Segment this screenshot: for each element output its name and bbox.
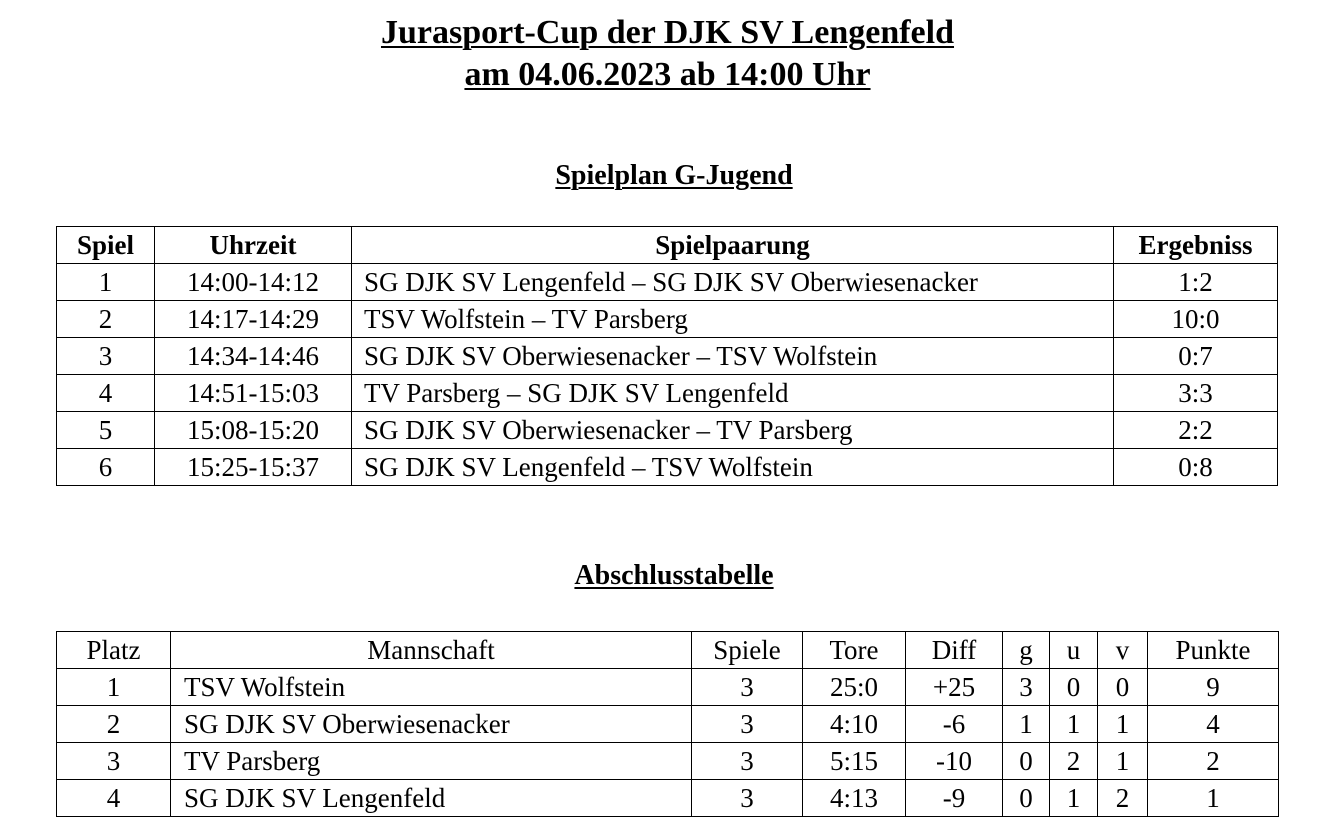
cell-spiel: 2 xyxy=(57,301,155,338)
column-header-spiele: Spiele xyxy=(692,632,803,669)
cell-spielpaarung: SG DJK SV Oberwiesenacker – TSV Wolfstein xyxy=(352,338,1114,375)
document-subtitle-date: am 04.06.2023 ab 14:00 Uhr xyxy=(464,56,871,93)
cell-diff: -9 xyxy=(906,780,1003,817)
cell-platz: 4 xyxy=(57,780,171,817)
cell-spiel: 3 xyxy=(57,338,155,375)
standings-heading: Abschlusstabelle xyxy=(574,560,774,591)
cell-spiel: 1 xyxy=(57,264,155,301)
table-row xyxy=(57,706,1279,743)
cell-mannschaft: SG DJK SV Oberwiesenacker xyxy=(171,706,692,743)
cell-diff: +25 xyxy=(906,669,1003,706)
cell-uhrzeit: 14:00-14:12 xyxy=(155,264,352,301)
cell-tore: 5:15 xyxy=(803,743,906,780)
cell-v: 1 xyxy=(1098,706,1148,743)
table-row xyxy=(57,780,1279,817)
table-row xyxy=(57,301,1278,338)
column-header-g: g xyxy=(1003,632,1050,669)
cell-v: 1 xyxy=(1098,743,1148,780)
table-row xyxy=(57,338,1278,375)
cell-spiel: 4 xyxy=(57,375,155,412)
column-header-platz: Platz xyxy=(57,632,171,669)
column-header-uhrzeit: Uhrzeit xyxy=(155,227,352,264)
column-header-punkte: Punkte xyxy=(1148,632,1279,669)
column-header-tore: Tore xyxy=(803,632,906,669)
table-row xyxy=(57,743,1279,780)
schedule-heading: Spielplan G-Jugend xyxy=(555,160,793,191)
cell-mannschaft: SG DJK SV Lengenfeld xyxy=(171,780,692,817)
cell-ergebnis: 3:3 xyxy=(1114,375,1278,412)
cell-platz: 2 xyxy=(57,706,171,743)
cell-tore: 4:13 xyxy=(803,780,906,817)
cell-g: 3 xyxy=(1003,669,1050,706)
standings-table xyxy=(56,631,1279,817)
cell-diff: -6 xyxy=(906,706,1003,743)
cell-spiel: 6 xyxy=(57,449,155,486)
cell-v: 2 xyxy=(1098,780,1148,817)
cell-spielpaarung: TV Parsberg – SG DJK SV Lengenfeld xyxy=(352,375,1114,412)
cell-ergebnis: 10:0 xyxy=(1114,301,1278,338)
cell-uhrzeit: 14:34-14:46 xyxy=(155,338,352,375)
cell-punkte: 4 xyxy=(1148,706,1279,743)
cell-spielpaarung: SG DJK SV Lengenfeld – SG DJK SV Oberwiesenacker xyxy=(352,264,1114,301)
schedule-table xyxy=(56,226,1278,486)
table-row xyxy=(57,449,1278,486)
cell-spiel: 5 xyxy=(57,412,155,449)
cell-ergebnis: 1:2 xyxy=(1114,264,1278,301)
cell-u: 0 xyxy=(1050,669,1098,706)
cell-ergebnis: 0:7 xyxy=(1114,338,1278,375)
cell-spiele: 3 xyxy=(692,780,803,817)
standings-header-row xyxy=(57,632,1279,669)
cell-mannschaft: TSV Wolfstein xyxy=(171,669,692,706)
cell-uhrzeit: 15:08-15:20 xyxy=(155,412,352,449)
table-row xyxy=(57,264,1278,301)
cell-g: 1 xyxy=(1003,706,1050,743)
column-header-spiel: Spiel xyxy=(57,227,155,264)
cell-g: 0 xyxy=(1003,743,1050,780)
cell-spielpaarung: TSV Wolfstein – TV Parsberg xyxy=(352,301,1114,338)
cell-ergebnis: 0:8 xyxy=(1114,449,1278,486)
cell-spielpaarung: SG DJK SV Lengenfeld – TSV Wolfstein xyxy=(352,449,1114,486)
table-row xyxy=(57,669,1279,706)
cell-punkte: 1 xyxy=(1148,780,1279,817)
column-header-spielpaarung: Spielpaarung xyxy=(352,227,1114,264)
cell-punkte: 9 xyxy=(1148,669,1279,706)
cell-platz: 3 xyxy=(57,743,171,780)
cell-diff: -10 xyxy=(906,743,1003,780)
document-title: Jurasport-Cup der DJK SV Lengenfeld xyxy=(380,14,955,51)
cell-tore: 4:10 xyxy=(803,706,906,743)
cell-uhrzeit: 14:17-14:29 xyxy=(155,301,352,338)
cell-punkte: 2 xyxy=(1148,743,1279,780)
column-header-diff: Diff xyxy=(906,632,1003,669)
cell-ergebnis: 2:2 xyxy=(1114,412,1278,449)
table-row xyxy=(57,375,1278,412)
schedule-header-row xyxy=(57,227,1278,264)
column-header-mannschaft: Mannschaft xyxy=(171,632,692,669)
cell-u: 1 xyxy=(1050,706,1098,743)
column-header-ergebnis: Ergebniss xyxy=(1114,227,1278,264)
cell-mannschaft: TV Parsberg xyxy=(171,743,692,780)
cell-spiele: 3 xyxy=(692,669,803,706)
cell-spiele: 3 xyxy=(692,706,803,743)
column-header-u: u xyxy=(1050,632,1098,669)
cell-spielpaarung: SG DJK SV Oberwiesenacker – TV Parsberg xyxy=(352,412,1114,449)
cell-u: 2 xyxy=(1050,743,1098,780)
column-header-v: v xyxy=(1098,632,1148,669)
table-row xyxy=(57,412,1278,449)
cell-v: 0 xyxy=(1098,669,1148,706)
cell-platz: 1 xyxy=(57,669,171,706)
cell-spiele: 3 xyxy=(692,743,803,780)
cell-u: 1 xyxy=(1050,780,1098,817)
cell-tore: 25:0 xyxy=(803,669,906,706)
cell-uhrzeit: 14:51-15:03 xyxy=(155,375,352,412)
cell-uhrzeit: 15:25-15:37 xyxy=(155,449,352,486)
cell-g: 0 xyxy=(1003,780,1050,817)
